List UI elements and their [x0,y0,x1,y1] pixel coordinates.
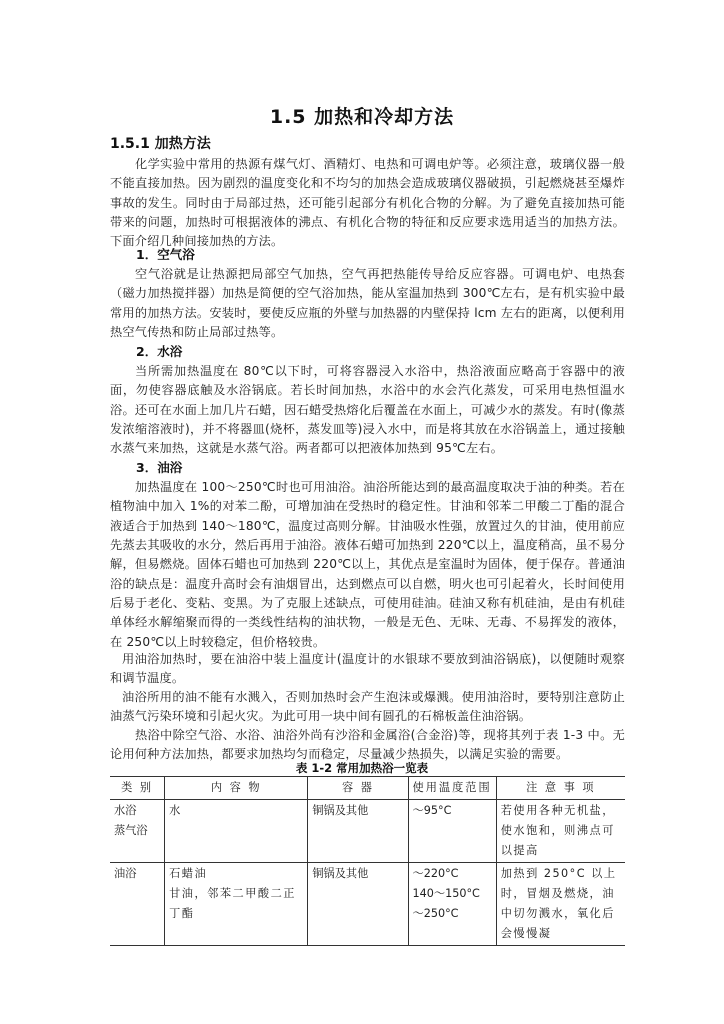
subsection-heading-air-bath: 1．空气浴 [136,247,195,262]
subsection-heading-oil-bath: 3．油浴 [136,460,183,475]
cell-temp: ～95°C [408,800,496,863]
subsection-heading-water-bath: 2．水浴 [136,344,183,359]
air-bath-paragraph: 空气浴就是让热源把局部空气加热，空气再把热能传导给反应容器。可调电炉、电热套（磁力加热搅拌器）加热是简便的空气浴加热，能从室温加热到 300℃左右，是有机实验中最常用的加热方法。安装时，要使反应瓶的外壁与加热器的内壁保持 lcm 左右的距离，以便利用热空气传热和防止局部过热等。 [110,267,625,340]
section-heading: 1.5.1 加热方法 [110,136,211,152]
intro-paragraph: 化学实验中常用的热源有煤气灯、酒精灯、电热和可调电炉等。必须注意，玻璃仪器一般不能直接加热。因为剧烈的温度变化和不均匀的加热会造成玻璃仪器破损，引起燃烧甚至爆炸事故的发生。同时由于局部过热，还可能引起部分有机化合物的分解。为了避免直接加热可能带来的问题，加热时可根据液体的沸点、有机化合物的特征和反应要求选用适当的加热方法。下面介绍几种间接加热的方法。 [110,157,625,249]
cell-category: 水浴 蒸气浴 [110,800,165,863]
header-notes: 注 意 事 项 [496,777,625,800]
table-row [110,800,625,863]
cell-temp: ～220°C 140～150°C ～250°C [408,863,496,946]
cell-contents: 水 [165,800,308,863]
table-row [110,863,625,946]
oil-bath-paragraph: 加热温度在 100～250℃时也可用油浴。油浴所能达到的最高温度取决于油的种类。若在植物油中加入 1%的对苯二酚，可增加油在受热时的稳定性。甘油和邻苯二甲酸二丁酯的混合液适合于加热到 140～180℃，温度过高则分解。甘油吸水性强，放置过久的甘油，使用前应先蒸去其吸收的水分，然后再用于油浴。液体石蜡可加热到 220℃以上，温度稍高，虽不易分解，但易燃烧。固体石蜡也可加热到 220℃以上，其优点是室温时为固体，便于保存。普通油浴的缺点是：温度升高时会有油烟冒出，达到燃点可以自燃，明火也可引起着火，长时间使用后易于老化、变粘、变黑。为了克服上述缺点，可使用硅油。硅油又称有机硅油，是由有机硅单体经水解缩聚而得的一类线性结构的油状物，一般是无色、无味、无毒、不易挥发的液体，在 250℃以上时较稳定，但价格较贵。 [110,480,625,649]
header-contents: 内 容 物 [165,777,308,800]
table-caption: 表 1-2 常用加热浴一览表 [295,761,429,775]
cell-category: 油浴 [110,863,165,946]
heating-bath-table [110,776,625,946]
oil-splash-paragraph: 油浴所用的油不能有水溅入，否则加热时会产生泡沫或爆溅。使用油浴时，要特别注意防止油蒸气污染环境和引起火灾。为此可用一块中间有圆孔的石棉板盖住油浴锅。 [110,690,625,724]
page-title: 1.5 加热和冷却方法 [269,106,455,128]
cell-container: 铜锅及其他 [308,863,408,946]
other-baths-paragraph: 热浴中除空气浴、水浴、油浴外尚有沙浴和金属浴(合金浴)等，现将其列于表 1-3 中。无论用何种方法加热，都要求加热均匀而稳定，尽量减少热损失，以满足实验的需要。 [110,728,625,762]
thermometer-paragraph: 用油浴加热时，要在油浴中装上温度计(温度计的水银球不要放到油浴锅底)，以便随时观察和调节温度。 [110,652,625,686]
header-temp-range: 使用温度范围 [408,777,496,800]
table-header-row [110,777,625,800]
cell-notes: 若使用各种无机盐，使水饱和，则沸点可以提高 [496,800,625,863]
cell-contents: 石蜡油 甘油，邻苯二甲酸二正丁酯 [165,863,308,946]
cell-container: 铜锅及其他 [308,800,408,863]
header-container: 容 器 [308,777,408,800]
header-category: 类 别 [110,777,165,800]
water-bath-paragraph: 当所需加热温度在 80℃以下时，可将容器浸入水浴中，热浴液面应略高于容器中的液面，勿使容器底触及水浴锅底。若长时间加热，水浴中的水会汽化蒸发，可采用电热恒温水浴。还可在水面上加几片石蜡，因石蜡受热熔化后覆盖在水面上，可减少水的蒸发。有时(像蒸发浓缩溶液时)，并不将器皿(烧杯，蒸发皿等)浸入水中，而是将其放在水浴锅盖上，通过接触水蒸气来加热，这就是水蒸气浴。两者都可以把液体加热到 95℃左右。 [110,364,625,456]
cell-notes: 加热到 250°C 以上时，冒烟及燃烧，油中切勿溅水，氧化后会慢慢凝 [496,863,625,946]
